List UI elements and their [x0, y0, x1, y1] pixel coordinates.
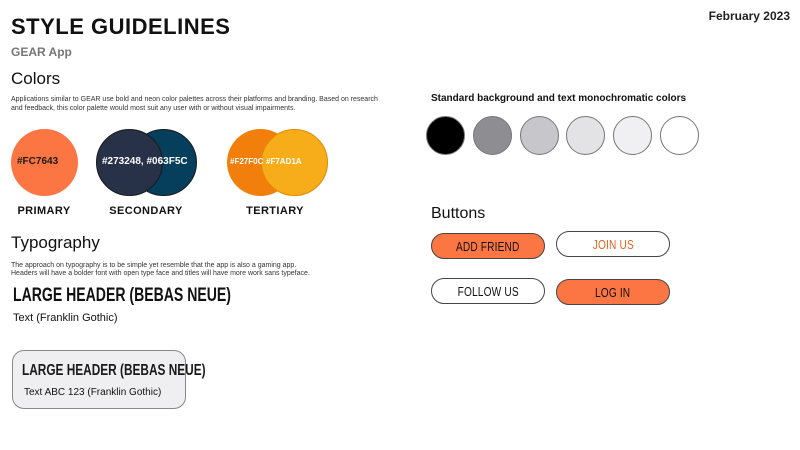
mono-swatch-silver [520, 116, 559, 155]
follow-us-button[interactable] [431, 278, 545, 304]
secondary-label: SECONDARY [109, 205, 183, 217]
mono-swatch-white [660, 116, 699, 155]
card-text-sample: Text ABC 123 (Franklin Gothic) [24, 387, 162, 398]
large-header-sample: LARGE HEADER (BEBAS NEUE) [13, 285, 231, 306]
card-header-sample: LARGE HEADER (BEBAS NEUE) [22, 362, 206, 379]
monochrome-heading: Standard background and text monochromatic colors [431, 93, 687, 104]
mono-swatch-black [426, 116, 465, 155]
mono-swatch-gray [473, 116, 512, 155]
tertiary-hex-b: #F7AD1A [266, 157, 302, 166]
secondary-hex: #273248, #063F5C [102, 156, 188, 167]
join-us-button[interactable] [556, 231, 670, 257]
mono-swatch-light-gray [566, 116, 605, 155]
tertiary-hex-a: #F27F0C [230, 157, 264, 166]
mono-swatch-off-white [613, 116, 652, 155]
page-title: STYLE GUIDELINES [11, 14, 231, 39]
log-in-label: LOG IN [595, 284, 631, 300]
join-us-label: JOIN US [592, 236, 634, 252]
tertiary-label: TERTIARY [246, 205, 304, 217]
primary-label: PRIMARY [17, 205, 71, 217]
add-friend-button[interactable] [431, 233, 545, 259]
primary-hex: #FC7643 [17, 156, 59, 167]
buttons-heading: Buttons [431, 205, 486, 222]
typography-description-2: Headers will have a bolder font with open type face and titles will have more work sans typeface. [11, 270, 310, 277]
add-friend-label: ADD FRIEND [456, 238, 520, 254]
date-label: February 2023 [708, 9, 790, 23]
follow-us-label: FOLLOW US [457, 283, 519, 299]
page-subtitle: GEAR App [11, 45, 72, 59]
colors-description: Applications similar to GEAR use bold and neon color palettes across their platforms and branding. Based on research and feedback, this color palette would most suit any user with or without visual impairments. [11, 96, 378, 112]
typography-description-1: The approach on typography is to be simple yet resemble that the app is also a gaming app. [11, 262, 297, 269]
typography-heading: Typography [11, 233, 100, 252]
typography-card [12, 350, 206, 409]
text-sample: Text (Franklin Gothic) [13, 312, 118, 324]
log-in-button[interactable] [556, 279, 670, 305]
colors-heading: Colors [11, 69, 61, 88]
